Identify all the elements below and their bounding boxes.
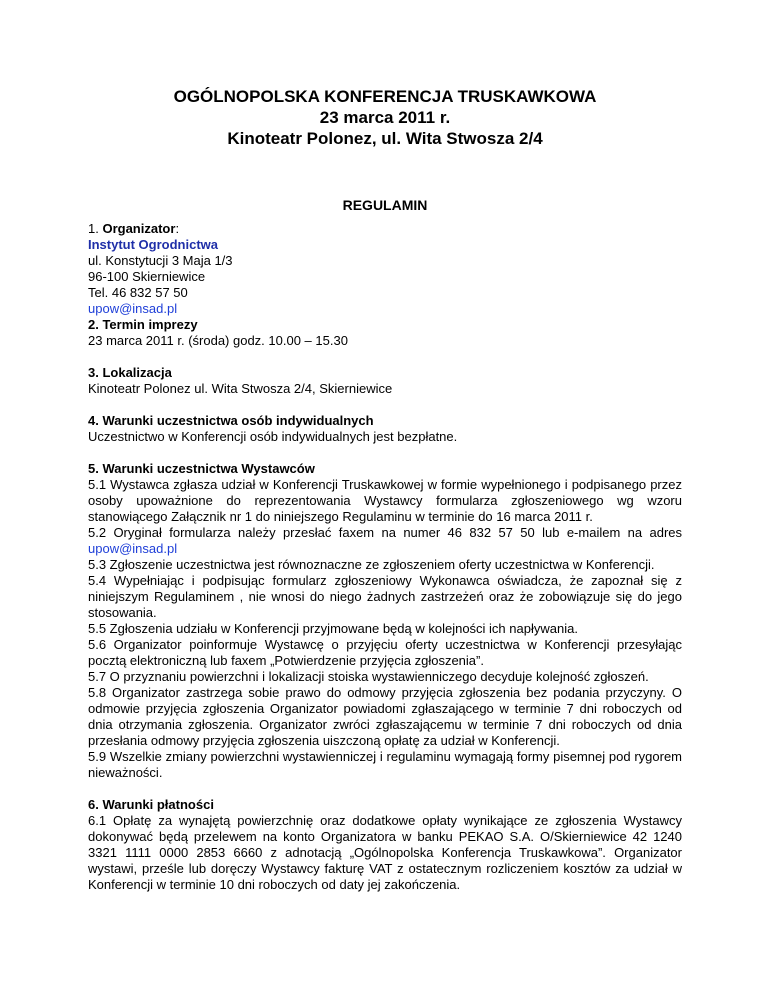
heading-colon: : bbox=[175, 221, 180, 236]
conference-date: 23 marca 2011 r. bbox=[319, 108, 451, 127]
document-header bbox=[88, 86, 682, 149]
section-organizer bbox=[88, 221, 682, 317]
clause-5-9: 5.9 Wszelkie zmiany powierzchni wystawienniczej i regulaminu wymagają formy pisemnej pod rygorem nieważności. bbox=[88, 749, 682, 780]
date-text: 23 marca 2011 r. (środa) godz. 10.00 – 15.30 bbox=[88, 333, 348, 348]
email-link[interactable]: upow@insad.pl bbox=[88, 541, 178, 556]
organizer-heading bbox=[88, 221, 682, 237]
conference-venue: Kinoteatr Polonez, ul. Wita Stwosza 2/4 bbox=[227, 129, 543, 148]
conference-name: OGÓLNOPOLSKA KONFERENCJA TRUSKAWKOWA bbox=[173, 87, 597, 106]
organizer-phone: Tel. 46 832 57 50 bbox=[88, 285, 188, 300]
organizer-name: Instytut Ogrodnictwa bbox=[88, 237, 218, 252]
location-heading: 3. Lokalizacja bbox=[88, 365, 172, 380]
clause-5-1: 5.1 Wystawca zgłasza udział w Konferencji Truskawkowej w formie wypełnionego i podpisanego przez osoby upoważnione do reprezentowania Wystawcy formularza zgłoszeniowego wg wzoru stanowiącego Załącznik nr 1 do niniejszego Regulaminu w terminie do 16 marca 2011 r. bbox=[88, 477, 682, 524]
clause-5-6: 5.6 Organizator poinformuje Wystawcę o przyjęciu oferty uczestnictwa w Konferencji przesyłając pocztą elektroniczną lub faxem „Potwierdzenie przyjęcia zgłoszenia”. bbox=[88, 637, 682, 668]
clause-5-2 bbox=[88, 525, 682, 557]
document-page bbox=[88, 0, 682, 893]
organizer-email-link[interactable]: upow@insad.pl bbox=[88, 301, 178, 316]
document-title: REGULAMIN bbox=[342, 197, 428, 213]
exhibitors-heading: 5. Warunki uczestnictwa Wystawców bbox=[88, 461, 315, 476]
clause-5-7: 5.7 O przyznaniu powierzchni i lokalizacji stoiska wystawienniczego decyduje kolejność zgłoszeń. bbox=[88, 669, 649, 684]
individual-text: Uczestnictwo w Konferencji osób indywidualnych jest bezpłatne. bbox=[88, 429, 458, 444]
section-individual bbox=[88, 413, 682, 445]
organizer-street: ul. Konstytucji 3 Maja 1/3 bbox=[88, 253, 233, 268]
clause-5-5: 5.5 Zgłoszenia udziału w Konferencji przyjmowane będą w kolejności ich napływania. bbox=[88, 621, 578, 636]
individual-heading: 4. Warunki uczestnictwa osób indywidualnych bbox=[88, 413, 374, 428]
clause-6-1: 6.1 Opłatę za wynajętą powierzchnię oraz dodatkowe opłaty wynikające ze zgłoszenia Wystawcy dokonywać będą przelewem na konto Organizatora w banku PEKAO S.A. O/Skierniewice 42 1240 3321 1111 0000 2853 6660 z adnotacją „Ogólnopolska Konferencja Truskawkowa”. Organizator wystawi, prześle lub doręczy Wystawcy fakturę VAT z ostatecznym rozliczeniem kosztów za udział w Konferencji w terminie 10 dni roboczych od daty jej zakończenia. bbox=[88, 813, 682, 892]
clause-5-8: 5.8 Organizator zastrzega sobie prawo do odmowy przyjęcia zgłoszenia bez podania przyczyny. O odmowie przyjęcia zgłoszenia Organizator powiadomi zgłaszającego w terminie 7 dni roboczych od dnia otrzymania zgłoszenia. Organizator zwróci zgłaszającemu w terminie 7 dni roboczych od dnia przesłania odmowy przyjęcia zgłoszenia uiszczoną opłatę za udział w Konferencji. bbox=[88, 685, 682, 748]
section-number: 1. bbox=[88, 221, 103, 236]
date-heading: 2. Termin imprezy bbox=[88, 317, 198, 332]
location-text: Kinoteatr Polonez ul. Wita Stwosza 2/4, Skierniewice bbox=[88, 381, 393, 396]
organizer-city: 96-100 Skierniewice bbox=[88, 269, 206, 284]
payment-heading: 6. Warunki płatności bbox=[88, 797, 214, 812]
section-exhibitors bbox=[88, 461, 682, 781]
clause-5-2-text: 5.2 Oryginał formularza należy przesłać faxem na numer 46 832 57 50 lub e-mailem na adres bbox=[88, 525, 682, 540]
section-date bbox=[88, 317, 682, 349]
clause-5-4: 5.4 Wypełniając i podpisując formularz zgłoszeniowy Wykonawca oświadcza, że zapoznał się z niniejszym Regulaminem , nie wnosi do niego żadnych zastrzeżeń oraz że zobowiązuje się do jego stosowania. bbox=[88, 573, 682, 620]
section-location bbox=[88, 365, 682, 397]
section-payment bbox=[88, 797, 682, 893]
clause-5-3: 5.3 Zgłoszenie uczestnictwa jest równoznaczne ze zgłoszeniem oferty uczestnictwa w Konferencji. bbox=[88, 557, 655, 572]
section-heading: Organizator bbox=[102, 221, 176, 236]
